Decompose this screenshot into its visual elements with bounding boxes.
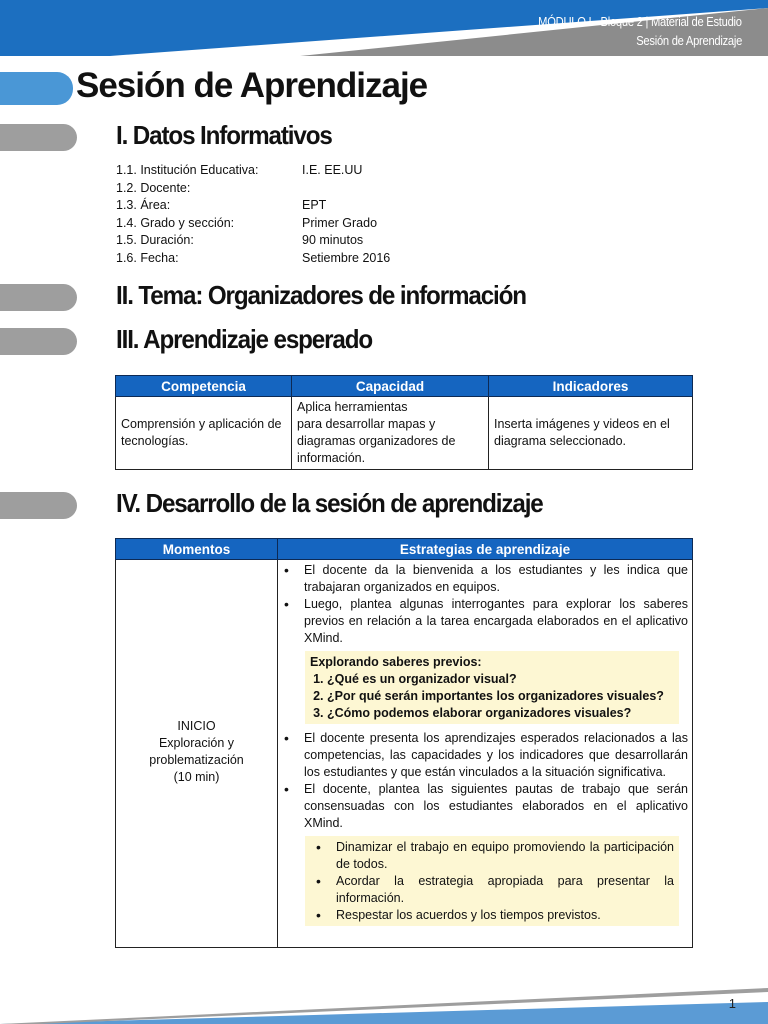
guideline-list [310,839,674,924]
list-item: • Respestar los acuerdos y los tiempos previstos. [310,907,674,924]
info-label: 1.3. Área: [116,198,171,213]
info-value: EPT [302,198,327,213]
section-heading-tema: II. Tema: Organizadores de información [116,280,526,310]
prior-knowledge-box [305,651,679,724]
section-marker [0,492,77,519]
footer-band [0,974,768,1024]
list-item: • El docente, plantea las siguientes pautas de trabajo que serán consensuadas con los estudiantes elaborados en el aplicativo XMind. [280,781,688,832]
info-row [116,197,390,215]
capacidad-line1: Aplica herramientas [297,400,408,414]
momento-phase: Exploración y problematización [149,736,244,767]
info-row [116,232,390,250]
header-module-text: MÓDULO I - Bloque 2 | Material de Estudio [538,14,742,29]
cell-indicadores: Inserta imágenes y videos en el diagrama seleccionado. [489,397,693,470]
cell-estrategias [278,560,693,948]
work-guidelines-box [305,836,679,926]
section-heading-desarrollo: IV. Desarrollo de la sesión de aprendizaje [116,488,543,518]
cell-momento [116,560,278,948]
col-header-momentos: Momentos [116,539,278,560]
info-label: 1.4. Grado y sección: [116,215,235,230]
info-label: 1.2. Docente: [116,180,191,195]
title-marker [0,72,73,105]
momento-name: INICIO [177,719,216,733]
cell-competencia: Comprensión y aplicación de tecnologías. [116,397,292,470]
info-row [116,250,390,268]
list-item: • El docente presenta los aprendizajes esperados relacionados a las competencias, las capacidades y los indicadores que desarrollarán los estudiantes y que están vinculados a la situación significativa. [280,730,688,781]
info-row [116,162,390,180]
info-label: 1.6. Fecha: [116,250,179,265]
info-label: 1.1. Institución Educativa: [116,163,259,177]
momento-duration: (10 min) [173,770,220,784]
section-marker [0,124,77,151]
capacidad-line2: para desarrollar mapas y diagramas organizadores de información. [297,417,456,465]
info-list [116,162,390,268]
col-header-indicadores: Indicadores [489,376,693,397]
expected-learning-table [115,375,693,470]
info-label: 1.5. Duración: [116,233,194,248]
col-header-capacidad: Capacidad [292,376,489,397]
page-number: 1 [728,996,736,1011]
list-item: • Luego, plantea algunas interrogantes para explorar los saberes previos en relación a la tarea encargada elaborados en el aplicativo XMind. [280,596,688,647]
list-item: 2. ¿Por qué serán importantes los organizadores visuales? [327,688,674,705]
header-doc-title: Sesión de Aprendizaje [636,33,742,48]
strategy-list [280,562,688,647]
list-item: 1. ¿Qué es un organizador visual? [327,671,674,688]
strategy-list [280,730,688,832]
info-row [116,215,390,233]
info-value: 90 minutos [302,233,364,248]
list-item: 3. ¿Cómo podemos elaborar organizadores visuales? [327,705,674,722]
cell-capacidad [292,397,489,470]
col-header-estrategias: Estrategias de aprendizaje [278,539,693,560]
page-title: Sesión de Aprendizaje [76,66,428,105]
info-row [116,180,390,198]
question-list [310,671,674,722]
list-item: • El docente da la bienvenida a los estudiantes y les indica que trabajaran organizados en equipos. [280,562,688,596]
col-header-competencia: Competencia [116,376,292,397]
info-value: Setiembre 2016 [302,250,391,265]
session-development-table [115,538,693,948]
section-marker [0,328,77,355]
info-value: Primer Grado [302,215,378,230]
section-heading-aprendizaje: III. Aprendizaje esperado [116,324,373,354]
section-heading-datos: I. Datos Informativos [116,120,332,150]
box-title: Explorando saberes previos: [310,655,482,669]
list-item: • Dinamizar el trabajo en equipo promoviendo la participación de todos. [310,839,674,873]
section-marker [0,284,77,311]
list-item: • Acordar la estrategia apropiada para presentar la información. [310,873,674,907]
info-value: I.E. EE.UU [302,163,363,177]
